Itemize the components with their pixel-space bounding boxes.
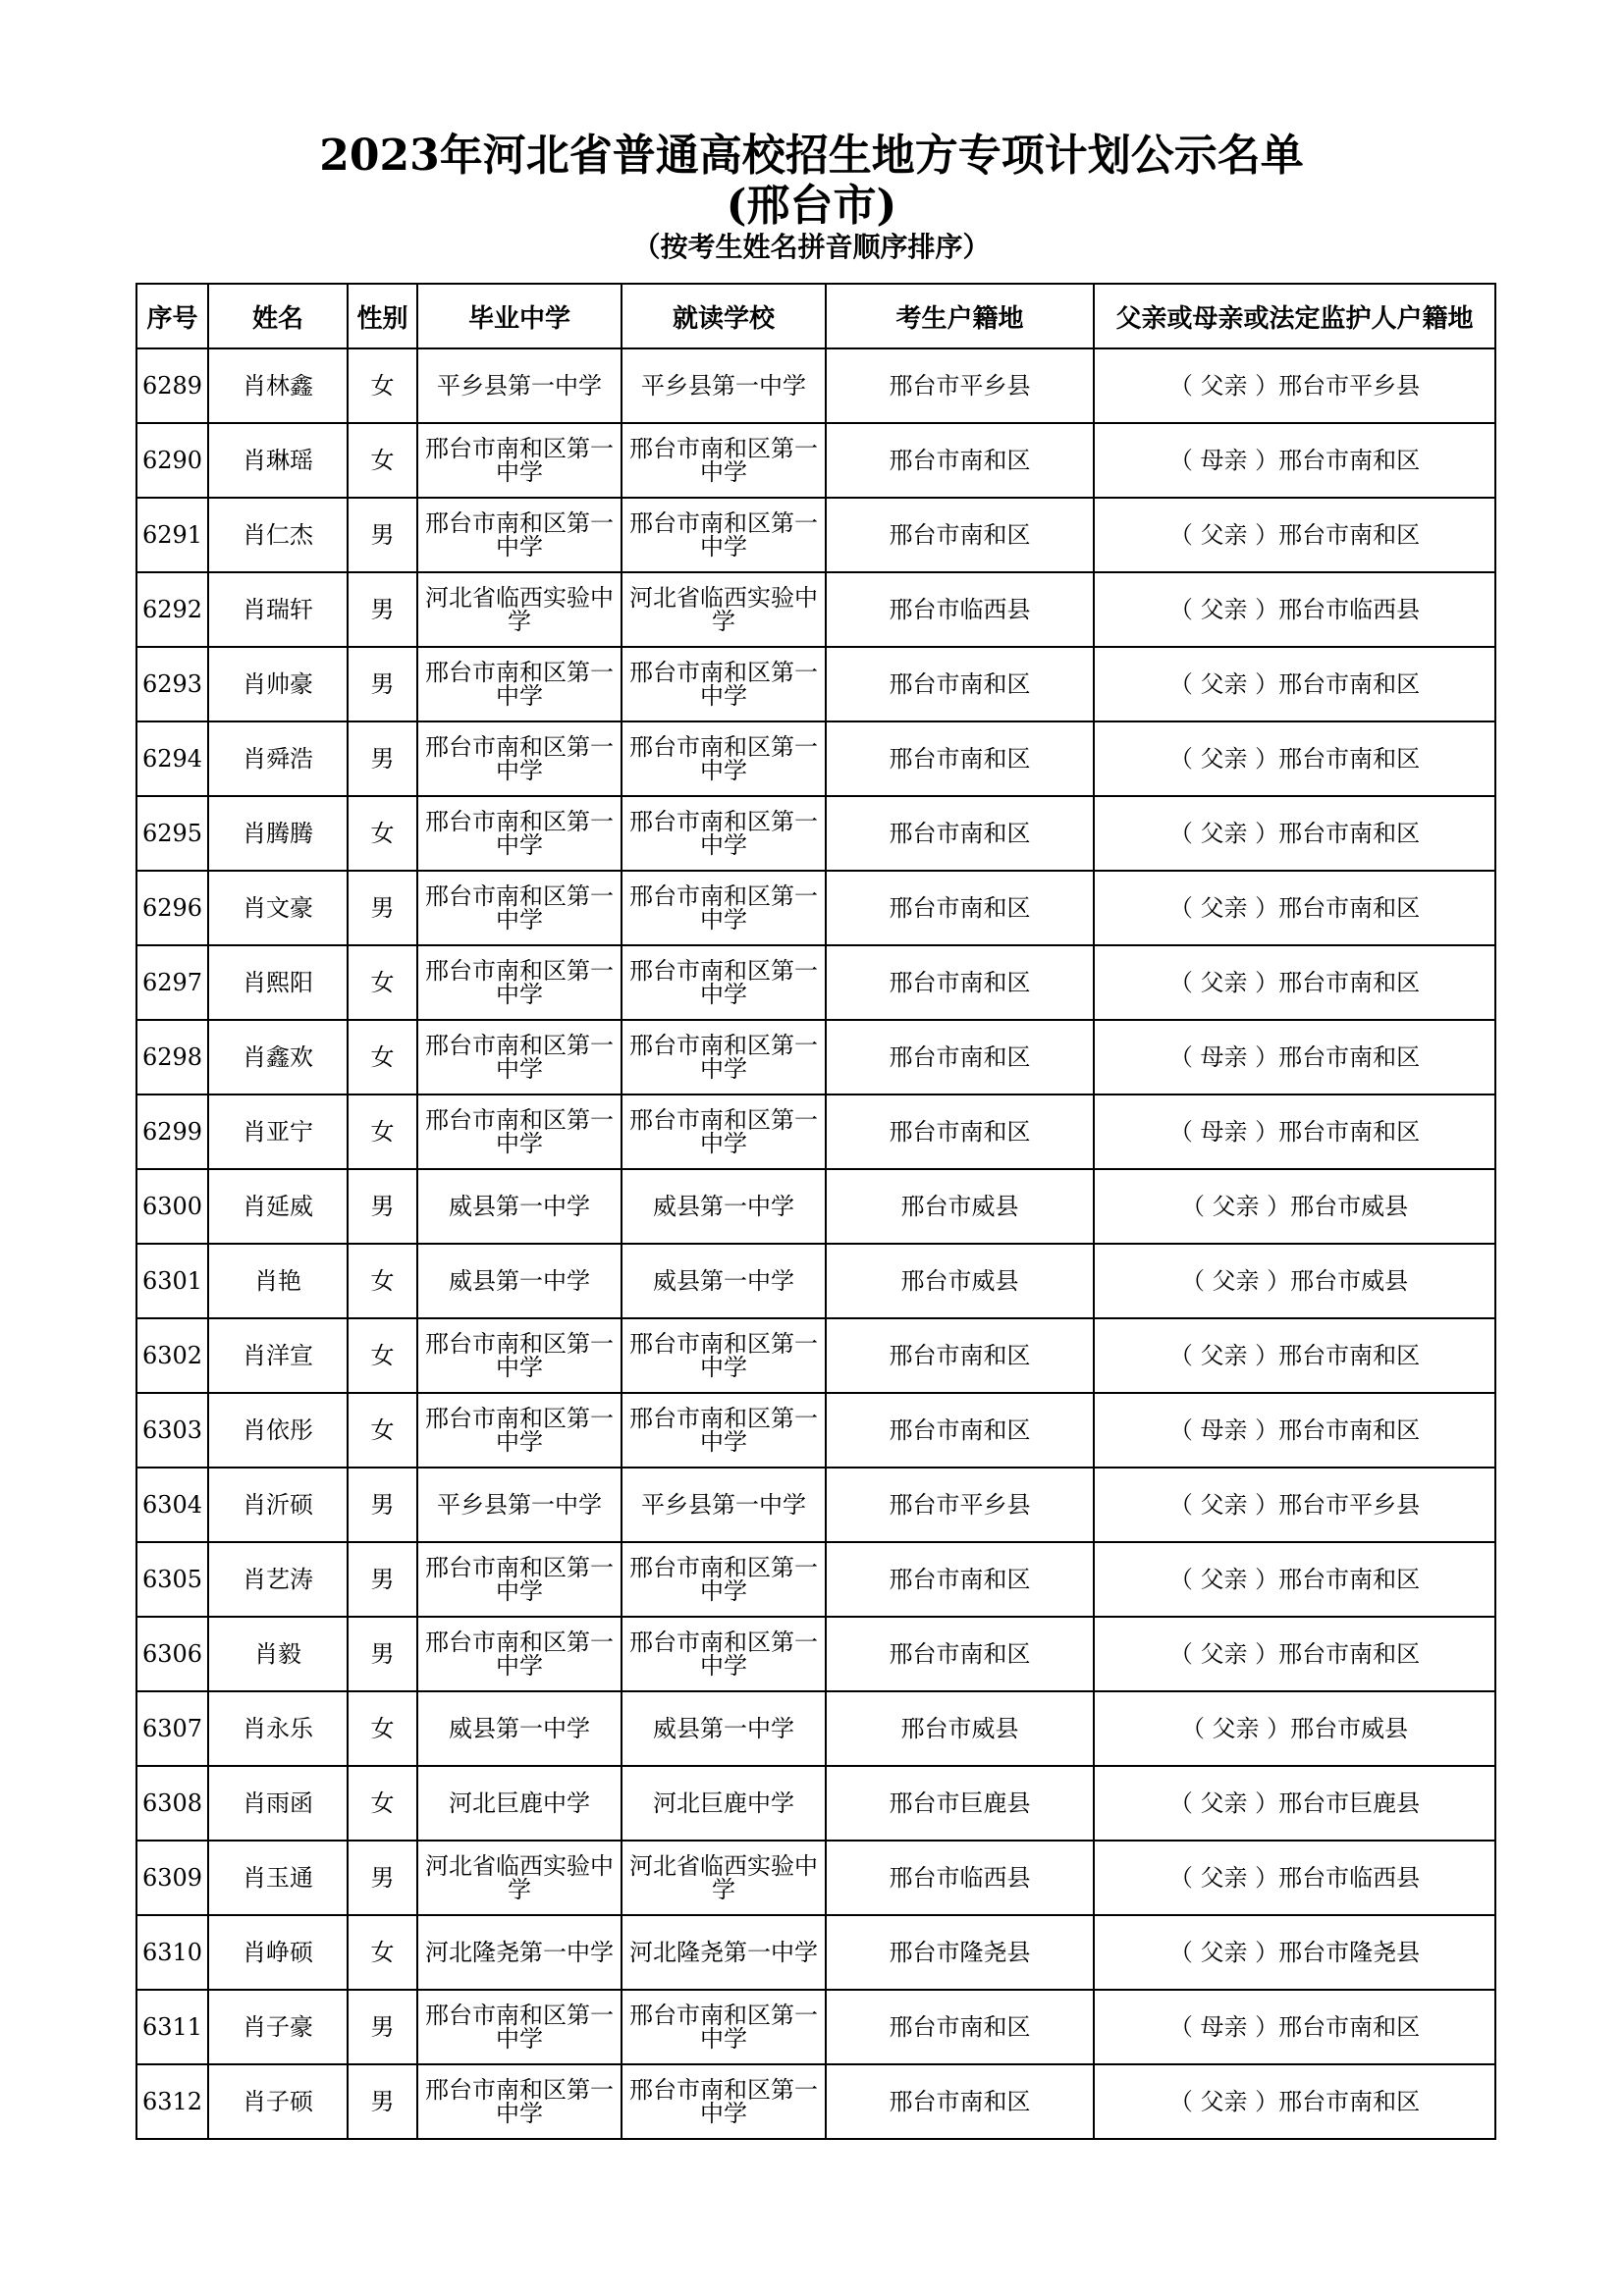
table-header-row (136, 284, 1495, 348)
cell-study-school: 邢台市南和区第一中学 (622, 423, 826, 498)
cell-study-school: 威县第一中学 (622, 1169, 826, 1244)
cell-gender: 女 (348, 423, 417, 498)
cell-name: 肖亚宁 (208, 1095, 348, 1169)
cell-study-school: 邢台市南和区第一中学 (622, 1318, 826, 1393)
cell-no: 6302 (136, 1318, 208, 1393)
cell-name: 肖熙阳 (208, 945, 348, 1020)
cell-gender: 女 (348, 1020, 417, 1095)
cell-name: 肖毅 (208, 1617, 348, 1691)
cell-grad-school: 邢台市南和区第一中学 (417, 2064, 622, 2139)
cell-hukou: 邢台市南和区 (826, 945, 1094, 1020)
cell-grad-school: 邢台市南和区第一中学 (417, 1542, 622, 1617)
cell-grad-school: 河北巨鹿中学 (417, 1766, 622, 1841)
cell-gender: 男 (348, 572, 417, 647)
cell-gender: 女 (348, 1691, 417, 1766)
table-row (136, 1244, 1495, 1318)
cell-grad-school: 邢台市南和区第一中学 (417, 871, 622, 945)
cell-no: 6298 (136, 1020, 208, 1095)
column-header-no: 序号 (136, 284, 208, 348)
cell-gender: 男 (348, 1169, 417, 1244)
cell-grad-school: 河北隆尧第一中学 (417, 1915, 622, 1990)
cell-name: 肖艳 (208, 1244, 348, 1318)
table-row (136, 1020, 1495, 1095)
cell-guardian-hukou: （ 父亲 ）邢台市南和区 (1094, 871, 1495, 945)
cell-hukou: 邢台市威县 (826, 1169, 1094, 1244)
cell-guardian-hukou: （ 父亲 ）邢台市平乡县 (1094, 348, 1495, 423)
cell-hukou: 邢台市南和区 (826, 647, 1094, 721)
cell-gender: 女 (348, 1095, 417, 1169)
cell-guardian-hukou: （ 父亲 ）邢台市隆尧县 (1094, 1915, 1495, 1990)
cell-study-school: 邢台市南和区第一中学 (622, 1542, 826, 1617)
column-header-name: 姓名 (208, 284, 348, 348)
cell-grad-school: 河北省临西实验中学 (417, 572, 622, 647)
column-header-guardian-hukou: 父亲或母亲或法定监护人户籍地 (1094, 284, 1495, 348)
cell-grad-school: 邢台市南和区第一中学 (417, 1095, 622, 1169)
cell-grad-school: 邢台市南和区第一中学 (417, 945, 622, 1020)
cell-grad-school: 邢台市南和区第一中学 (417, 1318, 622, 1393)
cell-name: 肖峥硕 (208, 1915, 348, 1990)
cell-study-school: 平乡县第一中学 (622, 1468, 826, 1542)
cell-hukou: 邢台市南和区 (826, 1990, 1094, 2064)
cell-hukou: 邢台市南和区 (826, 2064, 1094, 2139)
table-row (136, 945, 1495, 1020)
cell-guardian-hukou: （ 父亲 ）邢台市南和区 (1094, 945, 1495, 1020)
cell-guardian-hukou: （ 父亲 ）邢台市临西县 (1094, 572, 1495, 647)
table-row (136, 1915, 1495, 1990)
table-row (136, 1691, 1495, 1766)
cell-grad-school: 河北省临西实验中学 (417, 1841, 622, 1915)
cell-name: 肖沂硕 (208, 1468, 348, 1542)
cell-guardian-hukou: （ 父亲 ）邢台市南和区 (1094, 721, 1495, 796)
cell-hukou: 邢台市南和区 (826, 1318, 1094, 1393)
cell-hukou: 邢台市南和区 (826, 721, 1094, 796)
cell-guardian-hukou: （ 父亲 ）邢台市威县 (1094, 1244, 1495, 1318)
cell-gender: 男 (348, 1990, 417, 2064)
cell-guardian-hukou: （ 父亲 ）邢台市临西县 (1094, 1841, 1495, 1915)
cell-name: 肖琳瑶 (208, 423, 348, 498)
cell-grad-school: 邢台市南和区第一中学 (417, 1617, 622, 1691)
cell-gender: 男 (348, 647, 417, 721)
cell-guardian-hukou: （ 父亲 ）邢台市威县 (1094, 1169, 1495, 1244)
cell-hukou: 邢台市威县 (826, 1691, 1094, 1766)
cell-gender: 男 (348, 1468, 417, 1542)
table-row (136, 1095, 1495, 1169)
cell-gender: 女 (348, 945, 417, 1020)
cell-gender: 女 (348, 1244, 417, 1318)
table-row (136, 572, 1495, 647)
cell-gender: 女 (348, 1915, 417, 1990)
cell-hukou: 邢台市南和区 (826, 1617, 1094, 1691)
cell-hukou: 邢台市巨鹿县 (826, 1766, 1094, 1841)
cell-name: 肖雨函 (208, 1766, 348, 1841)
cell-name: 肖仁杰 (208, 498, 348, 572)
cell-study-school: 邢台市南和区第一中学 (622, 647, 826, 721)
cell-study-school: 邢台市南和区第一中学 (622, 1617, 826, 1691)
cell-guardian-hukou: （ 母亲 ）邢台市南和区 (1094, 1020, 1495, 1095)
cell-no: 6289 (136, 348, 208, 423)
cell-study-school: 河北巨鹿中学 (622, 1766, 826, 1841)
cell-name: 肖舜浩 (208, 721, 348, 796)
cell-grad-school: 邢台市南和区第一中学 (417, 423, 622, 498)
cell-guardian-hukou: （ 父亲 ）邢台市南和区 (1094, 647, 1495, 721)
table-row (136, 1468, 1495, 1542)
roster-table (135, 283, 1496, 2140)
cell-hukou: 邢台市南和区 (826, 796, 1094, 871)
cell-name: 肖文豪 (208, 871, 348, 945)
cell-study-school: 邢台市南和区第一中学 (622, 1393, 826, 1468)
cell-guardian-hukou: （ 父亲 ）邢台市南和区 (1094, 1617, 1495, 1691)
cell-guardian-hukou: （ 母亲 ）邢台市南和区 (1094, 423, 1495, 498)
cell-gender: 男 (348, 721, 417, 796)
cell-hukou: 邢台市隆尧县 (826, 1915, 1094, 1990)
cell-study-school: 河北隆尧第一中学 (622, 1915, 826, 1990)
cell-study-school: 河北省临西实验中学 (622, 572, 826, 647)
table-row (136, 796, 1495, 871)
cell-name: 肖依彤 (208, 1393, 348, 1468)
cell-guardian-hukou: （ 母亲 ）邢台市南和区 (1094, 1990, 1495, 2064)
table-row (136, 721, 1495, 796)
cell-grad-school: 邢台市南和区第一中学 (417, 796, 622, 871)
cell-study-school: 邢台市南和区第一中学 (622, 1095, 826, 1169)
cell-no: 6310 (136, 1915, 208, 1990)
cell-gender: 女 (348, 348, 417, 423)
table-row (136, 423, 1495, 498)
table-row (136, 1542, 1495, 1617)
cell-no: 6295 (136, 796, 208, 871)
cell-no: 6294 (136, 721, 208, 796)
cell-name: 肖延威 (208, 1169, 348, 1244)
cell-name: 肖鑫欢 (208, 1020, 348, 1095)
cell-hukou: 邢台市威县 (826, 1244, 1094, 1318)
cell-hukou: 邢台市南和区 (826, 1095, 1094, 1169)
cell-no: 6293 (136, 647, 208, 721)
cell-study-school: 邢台市南和区第一中学 (622, 2064, 826, 2139)
cell-study-school: 邢台市南和区第一中学 (622, 945, 826, 1020)
sort-note: （按考生姓名拼音顺序排序） (632, 231, 991, 263)
cell-hukou: 邢台市南和区 (826, 423, 1094, 498)
cell-grad-school: 威县第一中学 (417, 1169, 622, 1244)
cell-grad-school: 邢台市南和区第一中学 (417, 1020, 622, 1095)
cell-guardian-hukou: （ 母亲 ）邢台市南和区 (1094, 1095, 1495, 1169)
cell-guardian-hukou: （ 父亲 ）邢台市南和区 (1094, 1542, 1495, 1617)
column-header-gender: 性别 (348, 284, 417, 348)
cell-guardian-hukou: （ 父亲 ）邢台市南和区 (1094, 1318, 1495, 1393)
cell-no: 6291 (136, 498, 208, 572)
cell-name: 肖林鑫 (208, 348, 348, 423)
cell-gender: 女 (348, 1766, 417, 1841)
cell-grad-school: 威县第一中学 (417, 1244, 622, 1318)
cell-no: 6309 (136, 1841, 208, 1915)
cell-gender: 女 (348, 1318, 417, 1393)
cell-name: 肖子硕 (208, 2064, 348, 2139)
cell-gender: 男 (348, 871, 417, 945)
cell-guardian-hukou: （ 父亲 ）邢台市巨鹿县 (1094, 1766, 1495, 1841)
cell-name: 肖艺涛 (208, 1542, 348, 1617)
table-row (136, 2064, 1495, 2139)
cell-study-school: 平乡县第一中学 (622, 348, 826, 423)
cell-no: 6296 (136, 871, 208, 945)
cell-name: 肖子豪 (208, 1990, 348, 2064)
cell-no: 6305 (136, 1542, 208, 1617)
column-header-study-school: 就读学校 (622, 284, 826, 348)
cell-guardian-hukou: （ 父亲 ）邢台市南和区 (1094, 796, 1495, 871)
cell-grad-school: 平乡县第一中学 (417, 348, 622, 423)
cell-hukou: 邢台市平乡县 (826, 1468, 1094, 1542)
column-header-hukou: 考生户籍地 (826, 284, 1094, 348)
table-row (136, 1393, 1495, 1468)
table-row (136, 1990, 1495, 2064)
cell-grad-school: 邢台市南和区第一中学 (417, 498, 622, 572)
cell-name: 肖玉通 (208, 1841, 348, 1915)
table-row (136, 1841, 1495, 1915)
cell-no: 6300 (136, 1169, 208, 1244)
cell-study-school: 邢台市南和区第一中学 (622, 1020, 826, 1095)
cell-study-school: 威县第一中学 (622, 1691, 826, 1766)
cell-guardian-hukou: （ 父亲 ）邢台市威县 (1094, 1691, 1495, 1766)
cell-name: 肖洋宣 (208, 1318, 348, 1393)
cell-hukou: 邢台市南和区 (826, 498, 1094, 572)
cell-no: 6290 (136, 423, 208, 498)
cell-no: 6304 (136, 1468, 208, 1542)
cell-gender: 男 (348, 498, 417, 572)
cell-grad-school: 邢台市南和区第一中学 (417, 721, 622, 796)
cell-gender: 男 (348, 2064, 417, 2139)
table-row (136, 647, 1495, 721)
cell-study-school: 邢台市南和区第一中学 (622, 721, 826, 796)
cell-no: 6301 (136, 1244, 208, 1318)
cell-gender: 男 (348, 1617, 417, 1691)
cell-no: 6297 (136, 945, 208, 1020)
cell-gender: 女 (348, 796, 417, 871)
cell-no: 6307 (136, 1691, 208, 1766)
cell-gender: 男 (348, 1542, 417, 1617)
cell-no: 6299 (136, 1095, 208, 1169)
cell-name: 肖永乐 (208, 1691, 348, 1766)
cell-grad-school: 邢台市南和区第一中学 (417, 1990, 622, 2064)
cell-study-school: 威县第一中学 (622, 1244, 826, 1318)
table-row (136, 1318, 1495, 1393)
cell-guardian-hukou: （ 母亲 ）邢台市南和区 (1094, 1393, 1495, 1468)
cell-name: 肖瑞轩 (208, 572, 348, 647)
cell-guardian-hukou: （ 父亲 ）邢台市南和区 (1094, 498, 1495, 572)
cell-no: 6292 (136, 572, 208, 647)
table-row (136, 871, 1495, 945)
cell-no: 6312 (136, 2064, 208, 2139)
table-row (136, 498, 1495, 572)
cell-guardian-hukou: （ 父亲 ）邢台市平乡县 (1094, 1468, 1495, 1542)
page-title: 2023年河北省普通高校招生地方专项计划公示名单 (319, 131, 1304, 181)
cell-grad-school: 威县第一中学 (417, 1691, 622, 1766)
cell-hukou: 邢台市平乡县 (826, 348, 1094, 423)
cell-hukou: 邢台市南和区 (826, 1542, 1094, 1617)
cell-hukou: 邢台市临西县 (826, 572, 1094, 647)
cell-no: 6306 (136, 1617, 208, 1691)
table-row (136, 1617, 1495, 1691)
cell-study-school: 邢台市南和区第一中学 (622, 796, 826, 871)
cell-hukou: 邢台市南和区 (826, 1393, 1094, 1468)
cell-study-school: 邢台市南和区第一中学 (622, 871, 826, 945)
table-row (136, 1169, 1495, 1244)
cell-hukou: 邢台市南和区 (826, 871, 1094, 945)
cell-no: 6311 (136, 1990, 208, 2064)
cell-grad-school: 邢台市南和区第一中学 (417, 1393, 622, 1468)
cell-name: 肖帅豪 (208, 647, 348, 721)
cell-study-school: 邢台市南和区第一中学 (622, 1990, 826, 2064)
cell-study-school: 河北省临西实验中学 (622, 1841, 826, 1915)
page-subtitle: (邢台市) (726, 181, 897, 231)
cell-grad-school: 邢台市南和区第一中学 (417, 647, 622, 721)
cell-grad-school: 平乡县第一中学 (417, 1468, 622, 1542)
cell-name: 肖腾腾 (208, 796, 348, 871)
cell-guardian-hukou: （ 父亲 ）邢台市南和区 (1094, 2064, 1495, 2139)
cell-hukou: 邢台市临西县 (826, 1841, 1094, 1915)
cell-study-school: 邢台市南和区第一中学 (622, 498, 826, 572)
cell-hukou: 邢台市南和区 (826, 1020, 1094, 1095)
table-row (136, 1766, 1495, 1841)
cell-gender: 男 (348, 1841, 417, 1915)
cell-no: 6308 (136, 1766, 208, 1841)
table-row (136, 348, 1495, 423)
cell-gender: 女 (348, 1393, 417, 1468)
column-header-grad-school: 毕业中学 (417, 284, 622, 348)
cell-no: 6303 (136, 1393, 208, 1468)
